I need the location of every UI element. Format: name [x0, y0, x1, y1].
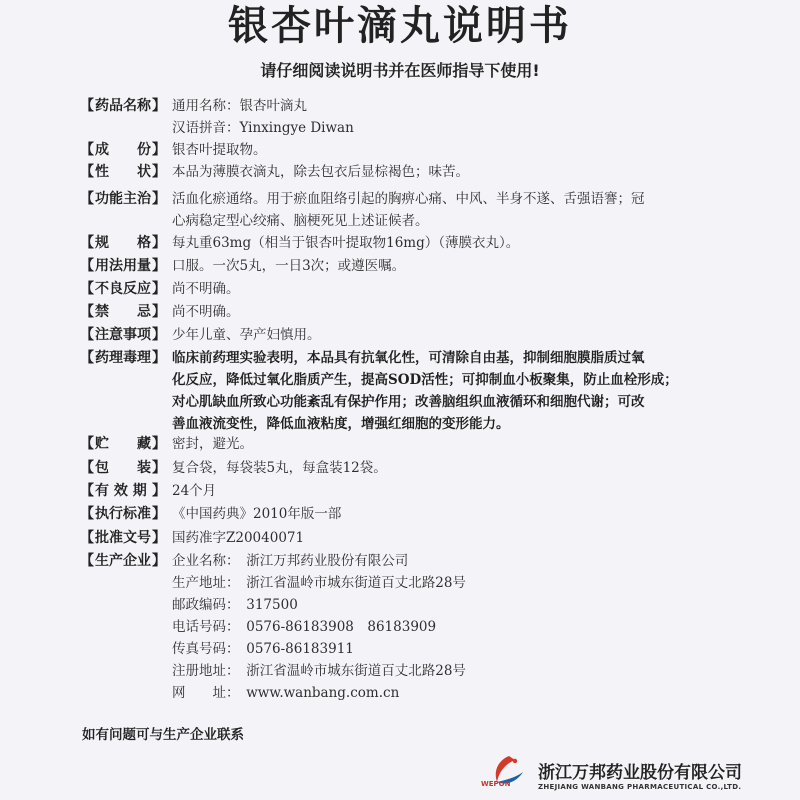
company-name-english: ZHEJIANG WANBANG PHARMACEUTICAL CO.,LTD.	[538, 783, 742, 791]
entry-0	[80, 95, 780, 139]
entry-value	[172, 433, 780, 455]
entry-value	[172, 139, 780, 161]
entry-label	[80, 139, 166, 161]
entry-line: 对心肌缺血所致心功能紊乱有保护作用；改善脑组织血液循环和细胞代谢；可改	[172, 394, 645, 410]
entry-label	[80, 255, 166, 277]
label-bracket-right: 】	[152, 553, 166, 569]
entry-5	[80, 255, 780, 277]
entry-value	[172, 232, 780, 254]
entry-line: 通用名称：银杏叶滴丸	[172, 98, 307, 114]
label-text: 用法用量	[95, 258, 151, 274]
entry-value	[172, 480, 780, 502]
entry-7	[80, 301, 780, 323]
label-bracket-left: 【	[80, 327, 94, 343]
entry-line: 传真号码： 0576-86183911	[172, 641, 354, 657]
entry-label	[80, 324, 166, 346]
label-bracket-left: 【	[80, 460, 94, 476]
label-text: 性 状	[95, 164, 151, 180]
entry-line: 复合袋，每袋装5丸，每盒装12袋。	[172, 460, 387, 476]
label-bracket-left: 【	[80, 506, 94, 522]
label-text: 生产企业	[95, 553, 151, 569]
entry-value	[172, 527, 780, 549]
label-bracket-left: 【	[80, 98, 94, 114]
label-bracket-right: 】	[152, 191, 166, 207]
label-bracket-right: 】	[152, 436, 166, 452]
entry-line: 本品为薄膜衣滴丸，除去包衣后显棕褐色；味苦。	[172, 164, 469, 180]
label-bracket-right: 】	[152, 281, 166, 297]
entry-line: 网 址： www.wanbang.com.cn	[172, 685, 400, 701]
label-bracket-left: 【	[80, 235, 94, 251]
entry-label	[80, 278, 166, 300]
entry-line: 口服。一次5丸，一日3次；或遵医嘱。	[172, 258, 406, 274]
entry-line: 尚不明确。	[172, 304, 240, 320]
label-text: 注意事项	[95, 327, 151, 343]
entry-label	[80, 188, 166, 210]
label-text: 功能主治	[95, 191, 151, 207]
label-bracket-right: 】	[152, 142, 166, 158]
entry-15	[80, 550, 780, 704]
entry-label	[80, 347, 166, 369]
logo-wordmark: WEPON	[481, 780, 511, 788]
entry-value	[172, 188, 780, 232]
entry-line: 国药准字Z20040071	[172, 530, 305, 546]
label-bracket-right: 】	[152, 164, 166, 180]
entry-label	[80, 161, 166, 183]
label-bracket-right: 】	[152, 304, 166, 320]
entry-label	[80, 550, 166, 572]
entry-line: 尚不明确。	[172, 281, 240, 297]
entry-12	[80, 480, 780, 502]
label-text: 有 效 期	[95, 483, 147, 499]
entry-value	[172, 457, 780, 479]
label-bracket-right: 】	[152, 506, 166, 522]
entry-value	[172, 95, 780, 139]
document-title: 银杏叶滴丸说明书	[228, 3, 572, 49]
entry-10	[80, 433, 780, 455]
entry-4	[80, 232, 780, 254]
entry-line: 化反应，降低过氧化脂质产生，提高SOD活性；可抑制血小板聚集，防止血栓形成；	[172, 372, 678, 388]
label-text: 执行标准	[95, 506, 151, 522]
entry-line: 心病稳定型心绞痛、脑梗死见上述证候者。	[172, 213, 429, 229]
entry-3	[80, 188, 780, 232]
entry-line: 生产地址： 浙江省温岭市城东街道百丈北路28号	[172, 575, 466, 591]
entry-line: 少年儿童、孕产妇慎用。	[172, 327, 321, 343]
entry-value	[172, 550, 780, 704]
entry-8	[80, 324, 780, 346]
entry-label	[80, 232, 166, 254]
label-text: 不良反应	[95, 281, 151, 297]
entry-14	[80, 527, 780, 549]
entry-label	[80, 480, 166, 502]
entry-value	[172, 324, 780, 346]
document-subtitle: 请仔细阅读说明书并在医师指导下使用!	[260, 61, 540, 80]
entry-label	[80, 503, 166, 525]
label-text: 药品名称	[95, 98, 151, 114]
entry-line: 汉语拼音：Yinxingye Diwan	[172, 120, 354, 136]
label-bracket-left: 【	[80, 142, 94, 158]
label-bracket-right: 】	[152, 258, 166, 274]
entry-line: 《中国药典》2010年版一部	[172, 506, 342, 522]
entry-label	[80, 95, 166, 117]
entry-line: 每丸重63mg（相当于银杏叶提取物16mg）（薄膜衣丸）。	[172, 235, 520, 251]
entry-line: 善血液流变性，降低血液粘度，增强红细胞的变形能力。	[172, 416, 510, 432]
entry-line: 银杏叶提取物。	[172, 142, 267, 158]
entry-line: 密封，避光。	[172, 436, 253, 452]
entry-label	[80, 457, 166, 479]
entry-value	[172, 503, 780, 525]
label-bracket-left: 【	[80, 553, 94, 569]
entry-label	[80, 527, 166, 549]
label-bracket-left: 【	[80, 436, 94, 452]
label-bracket-right: 】	[152, 350, 166, 366]
entry-label	[80, 301, 166, 323]
label-text: 批准文号	[95, 530, 151, 546]
label-text: 药理毒理	[95, 350, 151, 366]
label-bracket-left: 【	[80, 191, 94, 207]
entry-1	[80, 139, 780, 161]
entry-13	[80, 503, 780, 525]
label-bracket-left: 【	[80, 350, 94, 366]
entry-line: 活血化瘀通络。用于瘀血阻络引起的胸痹心痛、中风、半身不遂、舌强语謇；冠	[172, 191, 645, 207]
entry-11	[80, 457, 780, 479]
entry-line: 企业名称： 浙江万邦药业股份有限公司	[172, 553, 409, 569]
label-text: 成 份	[95, 142, 151, 158]
label-text: 禁 忌	[95, 304, 151, 320]
entry-line: 临床前药理实验表明，本品具有抗氧化性，可清除自由基，抑制细胞膜脂质过氧	[172, 350, 645, 366]
label-text: 规 格	[95, 235, 151, 251]
label-bracket-right: 】	[152, 530, 166, 546]
entry-label	[80, 433, 166, 455]
entry-9	[80, 347, 780, 435]
entry-line: 注册地址： 浙江省温岭市城东街道百丈北路28号	[172, 663, 466, 679]
entry-2	[80, 161, 780, 183]
label-bracket-right: 】	[152, 327, 166, 343]
entry-line: 电话号码： 0576-86183908 86183909	[172, 619, 437, 635]
label-text: 包 装	[95, 460, 151, 476]
company-name-logo: 浙江万邦药业股份有限公司	[538, 763, 742, 783]
label-bracket-left: 【	[80, 281, 94, 297]
label-bracket-left: 【	[80, 483, 94, 499]
contact-note: 如有问题可与生产企业联系	[82, 727, 244, 743]
label-bracket-left: 【	[80, 530, 94, 546]
entry-line: 24个月	[172, 483, 217, 499]
entry-6	[80, 278, 780, 300]
label-bracket-right: 】	[152, 98, 166, 114]
label-bracket-left: 【	[80, 258, 94, 274]
label-bracket-left: 【	[80, 304, 94, 320]
label-bracket-right: 】	[152, 235, 166, 251]
entry-value	[172, 161, 780, 183]
label-bracket-left: 【	[80, 164, 94, 180]
entry-value	[172, 301, 780, 323]
label-bracket-right: 】	[152, 460, 166, 476]
entry-value	[172, 278, 780, 300]
entry-value	[172, 347, 780, 435]
label-text: 贮 藏	[95, 436, 151, 452]
label-bracket-right: 】	[152, 483, 166, 499]
entry-value	[172, 255, 780, 277]
entry-line: 邮政编码： 317500	[172, 597, 298, 613]
